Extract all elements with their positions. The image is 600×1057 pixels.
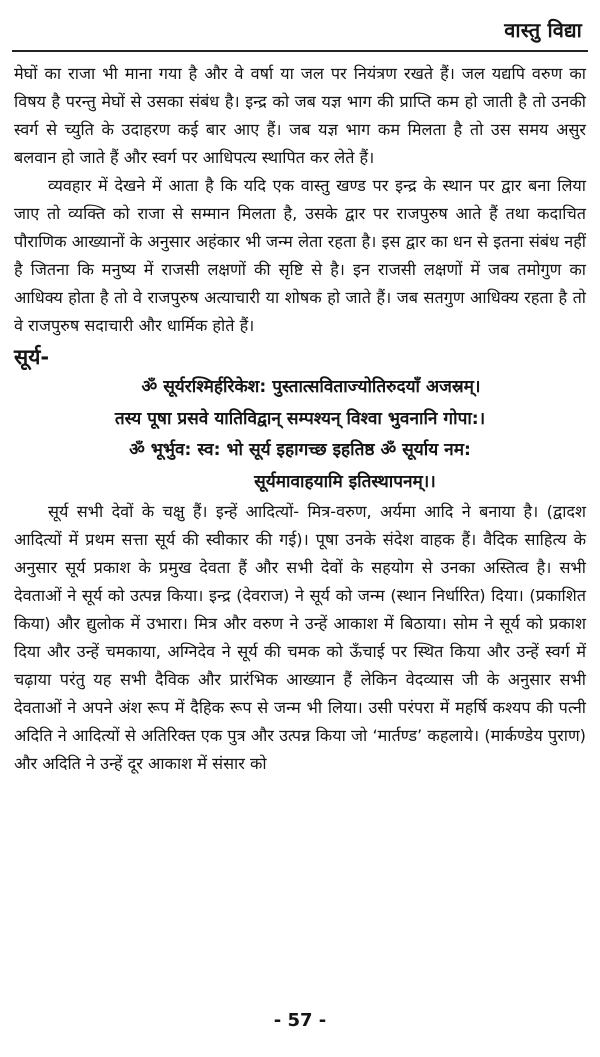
mantra-line: सूर्यमावाहयामि इतिस्थापनम्।। [254,471,436,492]
surya-mantra [14,372,586,498]
mantra-line: तस्य पूषा प्रसवे यातिविद्वान् सम्पश्यन् विश्वा भुवनानि गोपा:। [114,408,486,429]
body-text [14,60,586,778]
mantra-line: ॐ सूर्यरश्मिर्हरिकेश: पुस्तात्सविताज्योतिरुदयाँ अजस्रम्। [141,377,481,397]
paragraph-surya: सूर्य सभी देवों के चक्षु हैं। इन्हें आदित्यों- मित्र-वरुण, अर्यमा आदि ने बनाया है। (द्वादश आदित्यों में प्रथम सत्ता सूर्य की स्वीकार की गई)। पूषा उनके संदेश वाहक हैं। वैदिक साहित्य के अनुसार सूर्य प्रकाश के प्रमुख देवता हैं और सभी देवों के सहयोग से उनका अस्तित्व है। सभी देवताओं ने सूर्य को उत्पन्न किया। इन्द्र (देवराज) ने सूर्य को जन्म (स्थान निर्धारित) दिया। (प्रकाशित किया) और द्युलोक में उभारा। मित्र और वरुण ने उन्हें आकाश में बिठाया। सोम ने सूर्य को प्रकाश दिया और उन्हें चमकाया, अग्निदेव ने सूर्य की चमक को ऊँचाई पर स्थित किया और उन्हें स्वर्ग में चढ़ाया परंतु यह सभी दैविक और प्रारंभिक आख्यान हैं लेकिन वेदव्यास जी के अनुसार सभी देवताओं ने अपने अंश रूप में दैहिक रूप से जन्म भी लिया। उसी परंपरा में महर्षि कश्यप की पत्नी अदिति ने आदित्यों से अतिरिक्त एक पुत्र और उत्पन्न किया जो ‘मार्तण्ड’ कहलाये। (मार्कण्डेय पुराण) और अदिति ने उन्हें दूर आकाश में संसार को [14,502,586,773]
paragraph-indra-door: व्यवहार में देखने में आता है कि यदि एक वास्तु खण्ड पर इन्द्र के स्थान पर द्वार बना लिया जाए तो व्यक्ति को राजा से सम्मान मिलता है, उसके द्वार पर राजपुरुष आते हैं तथा कदाचित पौराणिक आख्यानों के अनुसार अहंकार भी जन्म लेता रहता है। इस द्वार का धन से इतना संबंध नहीं है जितना कि मनुष्य में राजसी लक्षणों की सृष्टि से है। इन राजसी लक्षणों में जब तमोगुण का आधिक्य होता है तो वे राजपुरुष अत्याचारी या शोषक हो जाते हैं। जब सतगुण आधिक्य रहता है तो वे राजपुरुष सदाचारी और धार्मिक होते हैं। [14,176,586,335]
section-heading-surya: सूर्य- [14,345,50,369]
page-number: - 57 - [273,1010,327,1031]
running-header: वास्तु विद्या [504,18,582,42]
header-rule [12,50,588,52]
paragraph-continued: मेघों का राजा भी माना गया है और वे वर्षा या जल पर नियंत्रण रखते हैं। जल यद्यपि वरुण का विषय है परन्तु मेघों से उसका संबंध है। इन्द्र को जब यज्ञ भाग की प्राप्ति कम हो जाती है तो उनकी स्वर्ग से च्युति के उदाहरण कई बार आए हैं। जब यज्ञ भाग कम मिलता है तो उस समय असुर बलवान हो जाते हैं और स्वर्ग पर आधिपत्य स्थापित कर लेते हैं। [14,64,586,167]
mantra-line: ॐ भूर्भुव: स्व: भो सूर्य इहागच्छ इहतिष्ठ ॐ सूर्याय नम: [129,440,471,460]
